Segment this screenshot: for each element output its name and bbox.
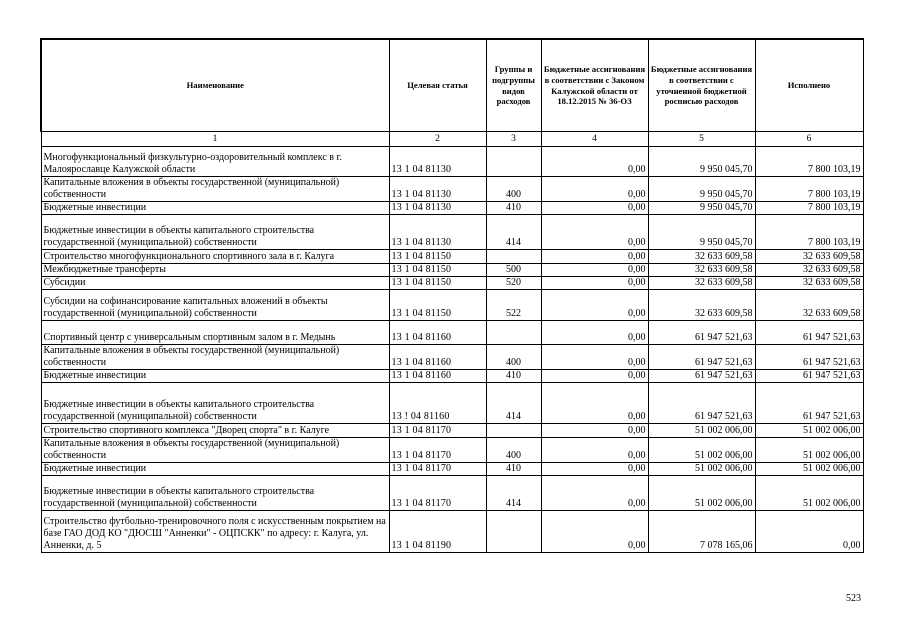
row-group-code: 500 [486, 264, 541, 277]
row-name: Капитальные вложения в объекты государственной (муниципальной) собственности [41, 438, 389, 463]
row-group-code: 400 [486, 345, 541, 370]
row-law-amount: 0,00 [541, 345, 648, 370]
table-row [41, 345, 863, 370]
row-target-code: 13 ! 04 81160 [389, 383, 486, 424]
row-refined-amount: 9 950 045,70 [648, 177, 755, 202]
row-group-code: 414 [486, 476, 541, 511]
row-refined-amount: 32 633 609,58 [648, 264, 755, 277]
row-law-amount: 0,00 [541, 290, 648, 321]
row-target-code: 13 1 04 81130 [389, 147, 486, 177]
row-executed-amount: 32 633 609,58 [755, 264, 863, 277]
row-executed-amount: 32 633 609,58 [755, 290, 863, 321]
row-refined-amount: 51 002 006,00 [648, 424, 755, 438]
row-law-amount: 0,00 [541, 177, 648, 202]
row-executed-amount: 51 002 006,00 [755, 476, 863, 511]
table-row [41, 264, 863, 277]
row-refined-amount: 61 947 521,63 [648, 383, 755, 424]
row-target-code: 13 1 04 81130 [389, 177, 486, 202]
row-executed-amount: 7 800 103,19 [755, 177, 863, 202]
column-number: 5 [648, 132, 755, 147]
row-name: Капитальные вложения в объекты государственной (муниципальной) собственности [41, 177, 389, 202]
row-law-amount: 0,00 [541, 147, 648, 177]
row-executed-amount: 7 800 103,19 [755, 147, 863, 177]
column-number: 3 [486, 132, 541, 147]
column-number: 1 [41, 132, 389, 147]
row-law-amount: 0,00 [541, 476, 648, 511]
row-group-code: 400 [486, 438, 541, 463]
row-target-code: 13 1 04 81160 [389, 370, 486, 383]
row-group-code: 410 [486, 463, 541, 476]
table-row [41, 383, 863, 424]
table-row [41, 511, 863, 553]
table-row [41, 177, 863, 202]
table-row [41, 424, 863, 438]
table-row [41, 250, 863, 264]
table-row [41, 215, 863, 250]
row-refined-amount: 61 947 521,63 [648, 345, 755, 370]
row-group-code [486, 424, 541, 438]
row-name: Бюджетные инвестиции [41, 463, 389, 476]
row-refined-amount: 9 950 045,70 [648, 147, 755, 177]
row-law-amount: 0,00 [541, 438, 648, 463]
header-target: Целевая статья [389, 39, 486, 132]
row-law-amount: 0,00 [541, 250, 648, 264]
row-target-code: 13 1 04 81170 [389, 424, 486, 438]
row-group-code [486, 511, 541, 553]
row-executed-amount: 51 002 006,00 [755, 463, 863, 476]
row-executed-amount: 61 947 521,63 [755, 383, 863, 424]
header-refined: Бюджетные ассигнования в соответствии с уточненной бюджетной росписью расходов [648, 39, 755, 132]
row-refined-amount: 51 002 006,00 [648, 438, 755, 463]
row-group-code [486, 147, 541, 177]
row-law-amount: 0,00 [541, 264, 648, 277]
row-executed-amount: 51 002 006,00 [755, 424, 863, 438]
row-group-code [486, 321, 541, 345]
row-target-code: 13 1 04 81170 [389, 463, 486, 476]
row-name: Капитальные вложения в объекты государственной (муниципальной) собственности [41, 345, 389, 370]
row-target-code: 13 1 04 81150 [389, 250, 486, 264]
row-group-code: 410 [486, 202, 541, 215]
row-group-code: 410 [486, 370, 541, 383]
row-target-code: 13 1 04 81170 [389, 438, 486, 463]
table-row [41, 370, 863, 383]
row-refined-amount: 51 002 006,00 [648, 476, 755, 511]
row-target-code: 13 1 04 81160 [389, 321, 486, 345]
column-number: 2 [389, 132, 486, 147]
row-name: Бюджетные инвестиции [41, 370, 389, 383]
table-row [41, 277, 863, 290]
column-number-row [41, 132, 863, 147]
row-group-code: 414 [486, 383, 541, 424]
row-law-amount: 0,00 [541, 463, 648, 476]
row-law-amount: 0,00 [541, 215, 648, 250]
table-row [41, 321, 863, 345]
table-row [41, 147, 863, 177]
row-law-amount: 0,00 [541, 424, 648, 438]
row-executed-amount: 61 947 521,63 [755, 345, 863, 370]
row-name: Строительство спортивного комплекса "Дворец спорта" в г. Калуге [41, 424, 389, 438]
row-target-code: 13 1 04 81170 [389, 476, 486, 511]
row-group-code: 414 [486, 215, 541, 250]
column-number: 6 [755, 132, 863, 147]
row-executed-amount: 7 800 103,19 [755, 202, 863, 215]
row-name: Субсидии [41, 277, 389, 290]
row-name: Бюджетные инвестиции в объекты капитального строительства государственной (муниципальной) собственности [41, 476, 389, 511]
row-refined-amount: 61 947 521,63 [648, 321, 755, 345]
row-law-amount: 0,00 [541, 370, 648, 383]
row-target-code: 13 1 04 81160 [389, 345, 486, 370]
row-law-amount: 0,00 [541, 202, 648, 215]
row-executed-amount: 61 947 521,63 [755, 321, 863, 345]
table-row [41, 463, 863, 476]
row-law-amount: 0,00 [541, 277, 648, 290]
row-law-amount: 0,00 [541, 511, 648, 553]
table-row [41, 476, 863, 511]
header-groups: Группы и подгруппы видов расходов [486, 39, 541, 132]
row-name: Бюджетные инвестиции в объекты капитального строительства государственной (муниципальной) собственности [41, 215, 389, 250]
row-refined-amount: 51 002 006,00 [648, 463, 755, 476]
header-executed: Исполнено [755, 39, 863, 132]
row-group-code: 400 [486, 177, 541, 202]
row-target-code: 13 1 04 81150 [389, 277, 486, 290]
table-row [41, 202, 863, 215]
row-name: Спортивный центр с универсальным спортивным залом в г. Медынь [41, 321, 389, 345]
row-target-code: 13 1 04 81130 [389, 202, 486, 215]
row-refined-amount: 7 078 165,06 [648, 511, 755, 553]
row-refined-amount: 32 633 609,58 [648, 290, 755, 321]
row-refined-amount: 61 947 521,63 [648, 370, 755, 383]
page-number: 523 [846, 593, 861, 604]
row-target-code: 13 1 04 81150 [389, 290, 486, 321]
row-name: Субсидии на софинансирование капитальных вложений в объекты государственной (муниципальной) собственности [41, 290, 389, 321]
row-group-code [486, 250, 541, 264]
table-row [41, 290, 863, 321]
row-name: Бюджетные инвестиции в объекты капитального строительства государственной (муниципальной) собственности [41, 383, 389, 424]
column-number: 4 [541, 132, 648, 147]
row-name: Бюджетные инвестиции [41, 202, 389, 215]
row-executed-amount: 7 800 103,19 [755, 215, 863, 250]
row-group-code: 522 [486, 290, 541, 321]
row-name: Многофункциональный физкультурно-оздоровительный комплекс в г. Малоярославце Калужской области [41, 147, 389, 177]
header-name: Наименование [41, 39, 389, 132]
row-name: Строительство футбольно-тренировочного поля с искусственным покрытием на базе ГАО ДОД КО "ДЮСШ "Анненки" - ОЦПСКК" по адресу: г. Калуга, ул. Анненки, д. 5 [41, 511, 389, 553]
row-law-amount: 0,00 [541, 383, 648, 424]
row-executed-amount: 0,00 [755, 511, 863, 553]
row-executed-amount: 32 633 609,58 [755, 250, 863, 264]
table-row [41, 438, 863, 463]
row-law-amount: 0,00 [541, 321, 648, 345]
row-refined-amount: 9 950 045,70 [648, 215, 755, 250]
row-executed-amount: 51 002 006,00 [755, 438, 863, 463]
row-refined-amount: 9 950 045,70 [648, 202, 755, 215]
row-target-code: 13 1 04 81150 [389, 264, 486, 277]
header-law: Бюджетные ассигнования в соответствии с Законом Калужской области от 18.12.2015 № 36-ОЗ [541, 39, 648, 132]
row-name: Межбюджетные трансферты [41, 264, 389, 277]
row-refined-amount: 32 633 609,58 [648, 277, 755, 290]
row-refined-amount: 32 633 609,58 [648, 250, 755, 264]
row-executed-amount: 61 947 521,63 [755, 370, 863, 383]
budget-table [40, 38, 864, 553]
row-group-code: 520 [486, 277, 541, 290]
row-target-code: 13 1 04 81130 [389, 215, 486, 250]
row-target-code: 13 1 04 81190 [389, 511, 486, 553]
header-row [41, 39, 863, 132]
row-executed-amount: 32 633 609,58 [755, 277, 863, 290]
row-name: Строительство многофункционального спортивного зала в г. Калуга [41, 250, 389, 264]
